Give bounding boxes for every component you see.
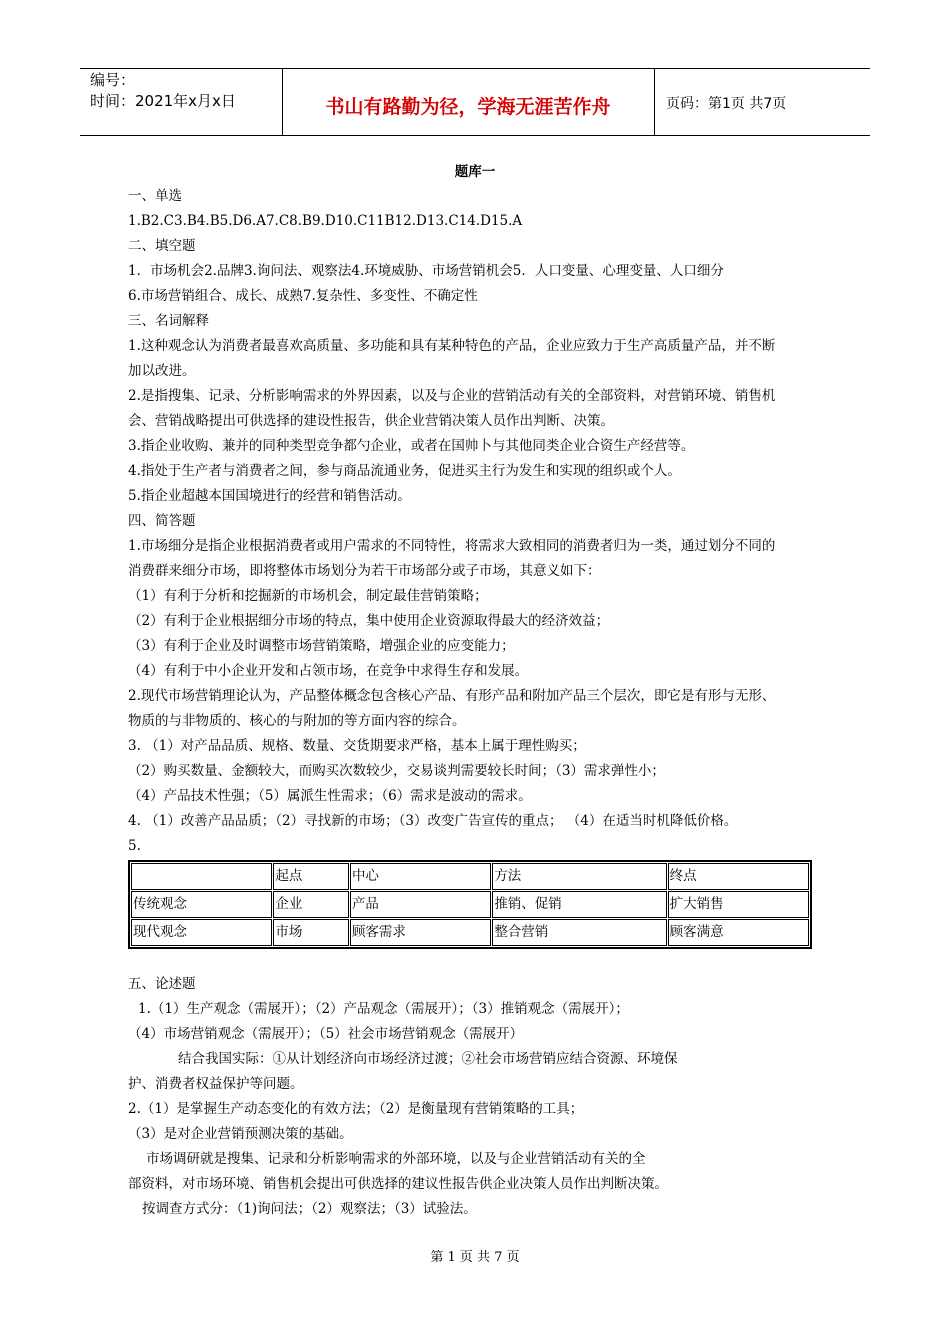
table-cell: 市场 [273,919,349,946]
paragraph: 1.（1）生产观念（需展开）；（2）产品观念（需展开）；（3）推销观念（需展开）； [138,1001,629,1017]
table-header-cell: 方法 [492,863,666,890]
table-cell: 扩大销售 [668,891,809,918]
table-row [131,891,809,918]
paragraph: 1.市场细分是指企业根据消费者或用户需求的不同特性，将需求大致相同的消费者归为一类，通过划分不同的 [128,538,776,554]
paragraph: 4.指处于生产者与消费者之间，参与商品流通业务，促进买主行为发生和实现的组织或个人。 [128,463,681,479]
paragraph: 消费群来细分市场，即将整体市场划分为若干市场部分或子市场，其意义如下： [128,563,601,579]
paragraph: 1.B2.C3.B4.B5.D6.A7.C8.B9.D10.C11B12.D13.C14.D15.A [128,213,523,229]
table-cell: 传统观念 [131,891,272,918]
table-cell: 顾客满意 [668,919,809,946]
paragraph: 护、消费者权益保护等问题。 [128,1076,304,1092]
paragraph: 4. （1）改善产品品质；（2）寻找新的市场；（3）改变广告宣传的重点； （4）在适当时机降低价格。 [128,813,738,829]
table-header-cell: 中心 [350,863,491,890]
table-header-row [131,863,809,890]
paragraph: 5.指企业超越本国国境进行的经营和销售活动。 [128,488,411,504]
paragraph: （2）购买数量、金额较大，而购买次数较少，交易谈判需要较长时间；（3）需求弹性小； [128,763,665,779]
header-meta [90,70,236,112]
concept-comparison-table [128,860,812,949]
paragraph: 按调查方式分：（1)询问法；（2）观察法；（3）试验法。 [142,1201,477,1217]
header-divider [654,68,655,135]
paragraph: 2.是指搜集、记录、分析影响需求的外界因素，以及与企业的营销活动有关的全部资料，对营销环境、销售机 [128,388,776,404]
paragraph: 加以改进。 [128,363,196,379]
section-heading: 一、单选 [128,188,182,204]
section-heading: 二、填空题 [128,238,196,254]
document-body [128,184,828,1222]
paragraph: 物质的与非物质的、核心的与附加的等方面内容的综合。 [128,713,466,729]
table-cell: 顾客需求 [350,919,491,946]
paragraph: 会、营销战略提出可供选择的建设性报告，供企业营销决策人员作出判断、决策。 [128,413,614,429]
table-cell: 推销、促销 [492,891,666,918]
page-footer: 第 1 页 共 7 页 [430,1250,520,1265]
paragraph: 市场调研就是搜集、记录和分析影响需求的外部环境，以及与企业营销活动有关的全 [146,1151,646,1167]
header-motto: 书山有路勤为径，学海无涯苦作舟 [325,96,611,118]
paragraph: 1．市场机会2.品牌3.询问法、观察法4.环境威胁、市场营销机会5．人口变量、心理变量、人口细分 [128,263,724,279]
paragraph: 2.现代市场营销理论认为，产品整体概念包含核心产品、有形产品和附加产品三个层次，即它是有形与无形、 [128,688,776,704]
table-cell: 企业 [273,891,349,918]
date-line: 时间：2021年x月x日 [90,92,236,110]
paragraph: 3.指企业收购、兼并的同种类型竞争都勺企业，或者在国帅卜与其他同类企业合资生产经营等。 [128,438,695,454]
table-row [131,919,809,946]
paragraph: 部资料，对市场环境、销售机会提出可供选择的建议性报告供企业决策人员作出判断决策。 [128,1176,668,1192]
table-header-cell: 终点 [668,863,809,890]
paragraph: 3. （1）对产品品质、规格、数量、交货期要求严格，基本上属于理性购买； [128,738,586,754]
section-heading: 五、论述题 [128,976,196,992]
paragraph: （4）有利于中小企业开发和占领市场，在竞争中求得生存和发展。 [128,663,529,679]
table-header-cell: 起点 [273,863,349,890]
section-heading: 三、名词解释 [128,313,209,329]
paragraph: 6.市场营销组合、成长、成熟7.复杂性、多变性、不确定性 [128,288,478,304]
paragraph: （2）有利于企业根据细分市场的特点，集中使用企业资源取得最大的经济效益； [128,613,610,629]
paragraph: （4）产品技术性强；（5）属派生性需求；（6）需求是波动的需求。 [128,788,532,804]
document-title: 题库一 [454,164,496,180]
table-cell: 产品 [350,891,491,918]
table-header-cell [131,863,272,890]
table-cell: 整合营销 [492,919,666,946]
header-bottom-rule [80,135,870,136]
table-cell: 现代观念 [131,919,272,946]
serial-number: 编号： [90,71,136,89]
paragraph: （1）有利于分析和挖掘新的市场机会，制定最佳营销策略； [128,588,488,604]
paragraph: 结合我国实际：①从计划经济向市场经济过渡；②社会市场营销应结合资源、环境保 [178,1051,678,1067]
paragraph: （3）是对企业营销预测决策的基础。 [128,1126,353,1142]
section-heading: 四、简答题 [128,513,196,529]
paragraph: （4）市场营销观念（需展开）；（5）社会市场营销观念（需展开） [128,1026,524,1042]
header-top-rule [80,68,870,69]
header-page-info: 页码：第1页 共7页 [666,96,787,112]
paragraph: 2.（1）是掌握生产动态变化的有效方法；（2）是衡量现有营销策略的工具； [128,1101,584,1117]
paragraph: 5. [128,838,141,854]
paragraph: （3）有利于企业及时调整市场营销策略，增强企业的应变能力； [128,638,515,654]
paragraph: 1.这种观念认为消费者最喜欢高质量、多功能和具有某种特色的产品，企业应致力于生产高质量产品，并不断 [128,338,776,354]
